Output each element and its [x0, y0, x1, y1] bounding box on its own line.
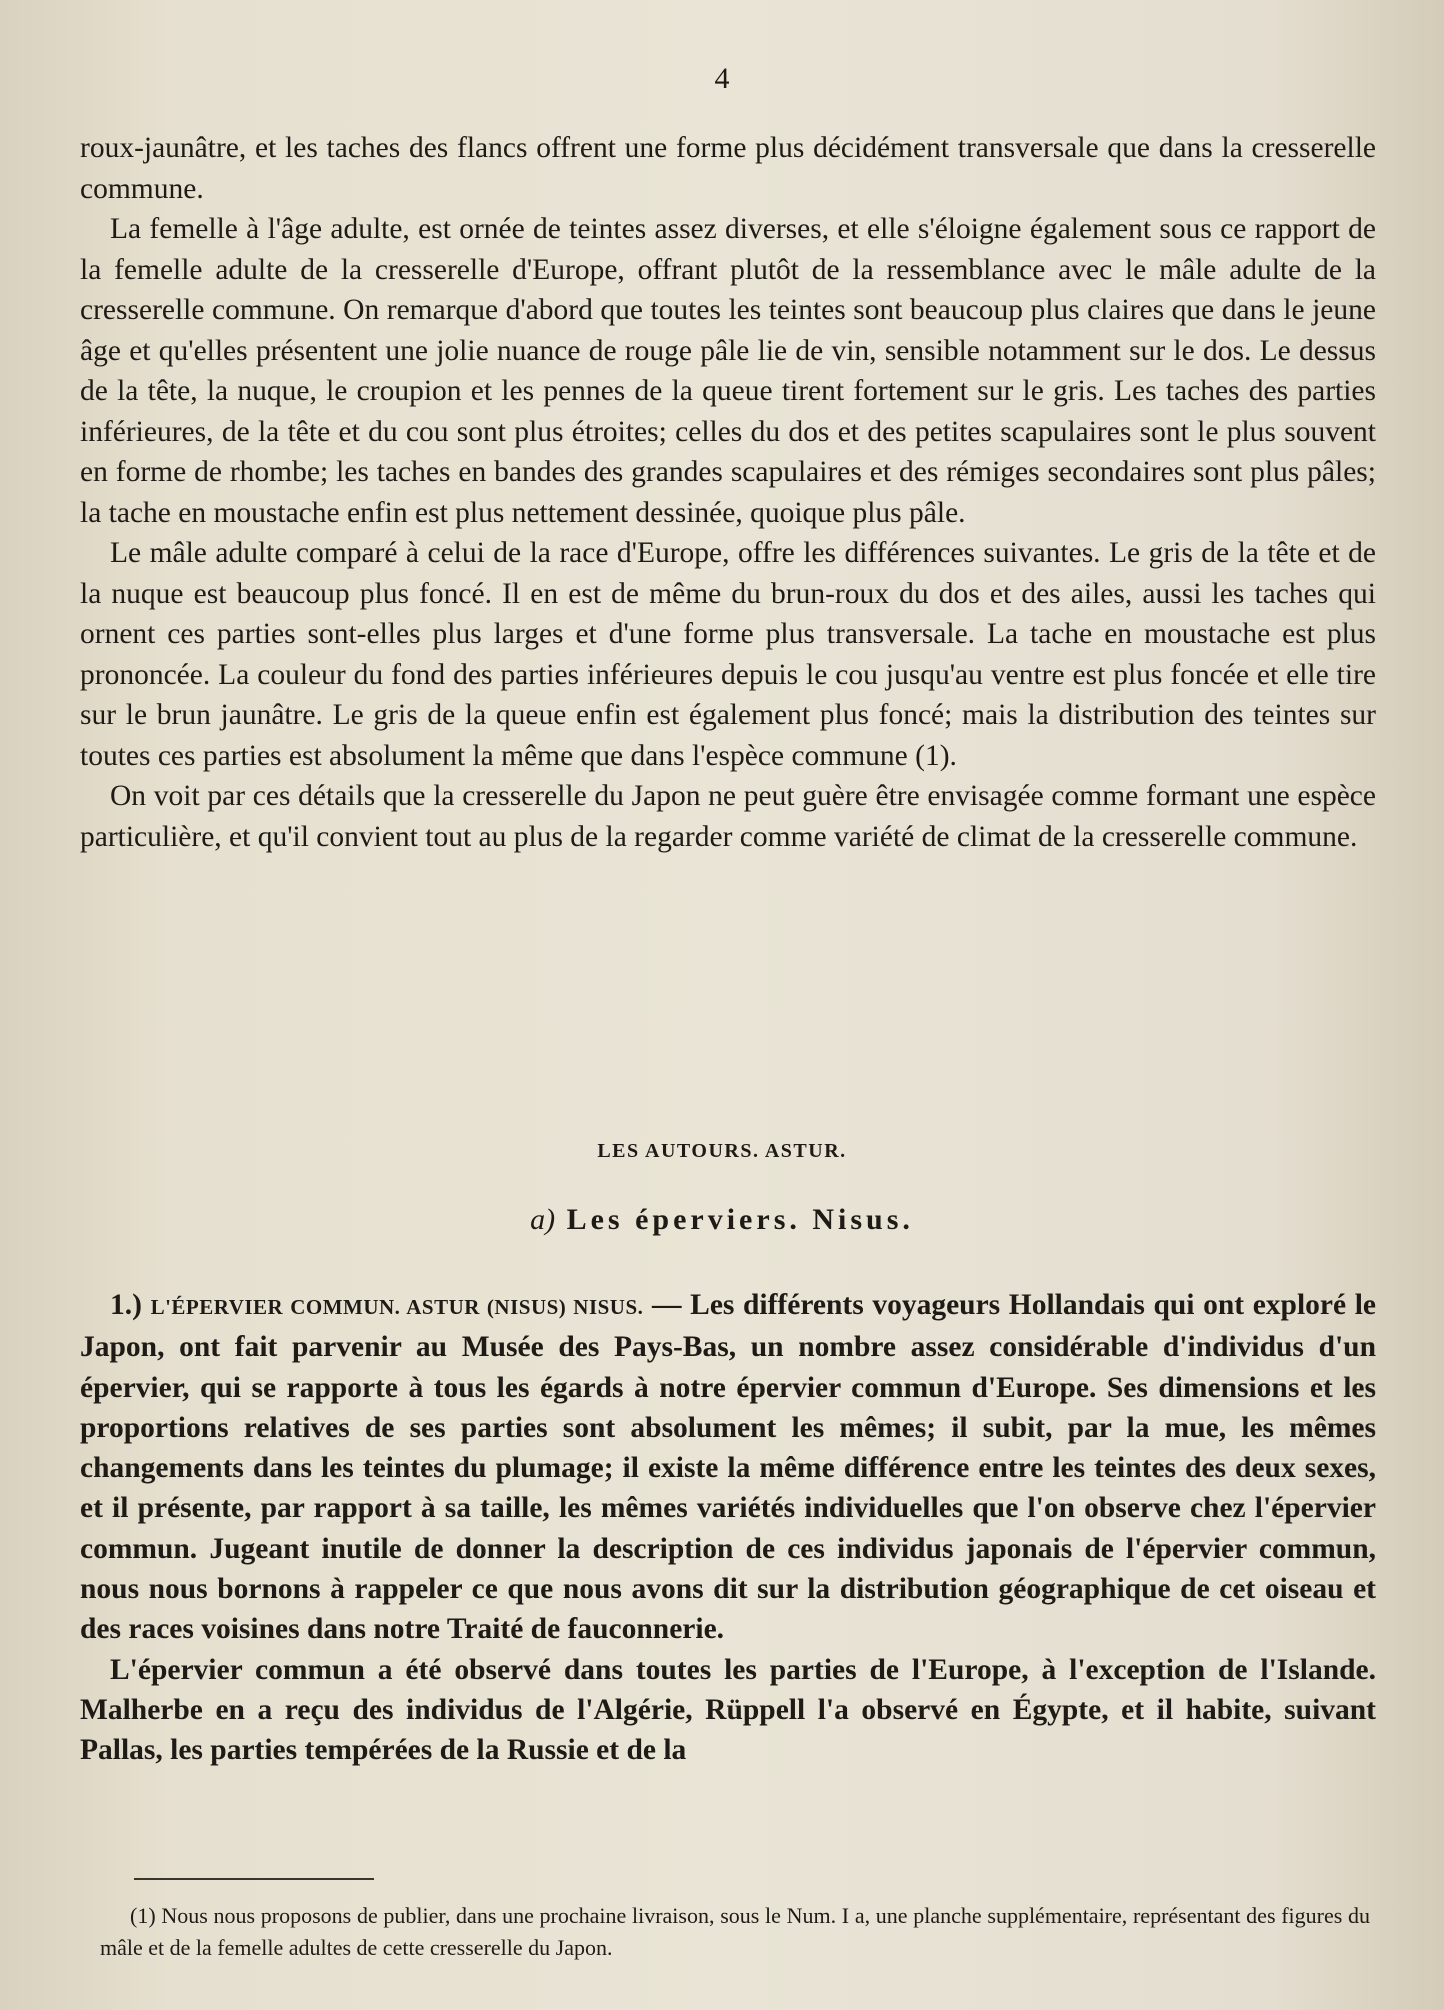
paragraph: On voit par ces détails que la cresserelle du Japon ne peut guère être envisagée comme formant une espèce particulière, et qu'il convient tout au plus de la regarder comme variété de climat de la cresserelle commune.	[80, 780, 1376, 853]
entry-number: 1.)	[110, 1289, 142, 1321]
entry-paragraph	[80, 1285, 1376, 1650]
paragraph: roux-jaunâtre, et les taches des flancs offrent une forme plus décidément transversale que dans la cresserelle commune.	[80, 132, 1376, 205]
footnote-rule	[134, 1878, 374, 1880]
footnote	[100, 1900, 1370, 1964]
section-heading: LES AUTOURS. ASTUR.	[597, 1140, 847, 1162]
subsection-heading	[0, 1203, 1444, 1237]
species-header: L'ÉPERVIER COMMUN. ASTUR (NISUS) NISUS.	[150, 1295, 644, 1319]
paragraph: Le mâle adulte comparé à celui de la race d'Europe, offre les différences suivantes. Le gris de la tête et de la nuque est beaucoup plus foncé. Il en est de même du brun-roux du dos et des ailes, aussi les taches qui ornent ces parties sont-elles plus larges et d'une forme plus transversale. La tache en moustache est plus prononcée. La couleur du fond des parties inférieures depuis le cou jusqu'au ventre est plus foncée et elle tire sur le brun jaunâtre. Le gris de la queue enfin est également plus foncé; mais la distribution des teintes sur toutes ces parties est absolument la même que dans l'espèce commune (1).	[80, 537, 1376, 772]
footnote-mark: (1)	[130, 1903, 156, 1928]
entry-dash: —	[652, 1289, 682, 1321]
text-block-bottom	[80, 1285, 1376, 1771]
subsection-letter: a)	[530, 1203, 556, 1236]
entry-text: Les différents voyageurs Hollandais qui ont exploré le Japon, ont fait parvenir au Musée des Pays-Bas, un nombre assez considérable d'individus d'un épervier, qui se rapporte à tous les égards à notre épervier commun d'Europe. Ses dimensions et les proportions relatives de ses parties sont absolument les mêmes; il subit, par la mue, les mêmes changements dans les teintes du plumage; il existe la même différence entre les teintes des deux sexes, et il présente, par rapport à sa taille, les mêmes variétés individuelles que l'on observe chez l'épervier commun. Jugeant inutile de donner la description de ces individus japonais de l'épervier commun, nous nous bornons à rappeler ce que nous avons dit sur la distribution géographique de cet oiseau et des races voisines dans notre Traité de fauconnerie.	[80, 1289, 1377, 1646]
page-number: 4	[714, 62, 730, 95]
text-block-top	[80, 128, 1376, 857]
paragraph: L'épervier commun a été observé dans toutes les parties de l'Europe, à l'exception de l'Islande. Malherbe en a reçu des individus de l'Algérie, Rüppell l'a observé en Égypte, et il habite, suivant Pallas, les parties tempérées de la Russie et de la	[80, 1653, 1376, 1767]
paragraph: La femelle à l'âge adulte, est ornée de teintes assez diverses, et elle s'éloigne également sous ce rapport de la femelle adulte de la cresserelle d'Europe, offrant plutôt de la ressemblance avec le mâle adulte de la cresserelle commune. On remarque d'abord que toutes les teintes sont beaucoup plus claires que dans le jeune âge et qu'elles présentent une jolie nuance de rouge pâle lie de vin, sensible notamment sur le dos. Le dessus de la tête, la nuque, le croupion et les pennes de la queue tirent fortement sur le gris. Les taches des parties inférieures, de la tête et du cou sont plus étroites; celles du dos et des petites scapulaires sont le plus souvent en forme de rhombe; les taches en bandes des grandes scapulaires et des rémiges secondaires sont plus pâles; la tache en moustache enfin est plus nettement dessinée, quoique plus pâle.	[80, 213, 1376, 529]
subsection-title: Les éperviers. Nisus.	[566, 1203, 914, 1236]
footnote-text: Nous nous proposons de publier, dans une prochaine livraison, sous le Num. I a, une planche supplémentaire, représentant des figures du mâle et de la femelle adultes de cette cresserelle du Japon.	[100, 1903, 1371, 1960]
